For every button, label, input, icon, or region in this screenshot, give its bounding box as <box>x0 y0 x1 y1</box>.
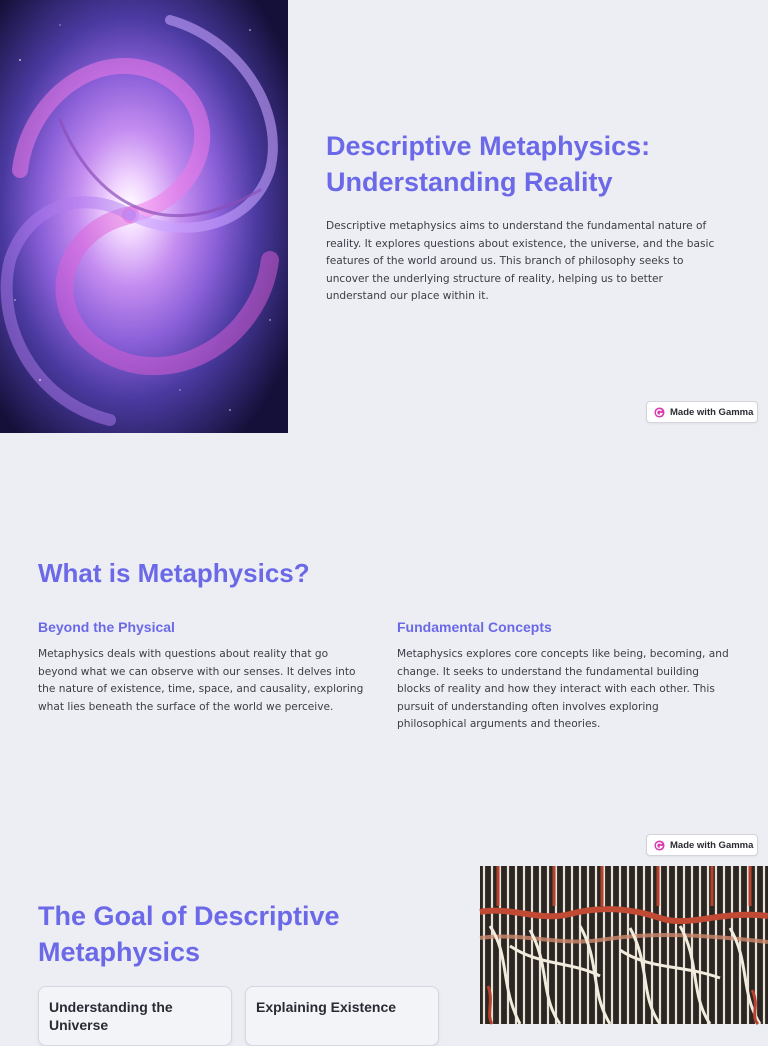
made-with-gamma-badge[interactable] <box>646 834 758 856</box>
column-body-beyond-physical: Metaphysics deals with questions about reality that go beyond what we can observe with our senses. It delves into the nature of existence, time, space, and causality, exploring what lies beneath the surface of the world we perceive. <box>38 648 364 713</box>
badge-label: Made with Gamma <box>670 406 754 418</box>
gamma-logo-icon <box>654 840 665 851</box>
section-title-what-is-metaphysics: What is Metaphysics? <box>38 558 310 588</box>
card-understanding-universe <box>38 986 232 1046</box>
column-body-fundamental-concepts: Metaphysics explores core concepts like being, becoming, and change. It seeks to understand the fundamental building blocks of reality and how they interact with each other. This pursuit of understanding often involves exploring philosophical arguments and theories. <box>397 648 729 731</box>
card-title: Understanding the Universe <box>49 999 173 1033</box>
made-with-gamma-badge[interactable] <box>646 401 758 423</box>
page-title: Descriptive Metaphysics: Understanding Reality <box>326 131 651 197</box>
slide-intro <box>0 0 768 433</box>
column-heading-fundamental-concepts: Fundamental Concepts <box>397 619 552 635</box>
gamma-logo-icon <box>654 407 665 418</box>
intro-paragraph: Descriptive metaphysics aims to understand the fundamental nature of reality. It explores questions about existence, the universe, and the basic features of the world around us. This branch of philosophy seeks to uncover the underlying structure of reality, helping us to better understand our place within it. <box>326 220 715 302</box>
section-title-goal: The Goal of Descriptive Metaphysics <box>38 901 340 967</box>
card-title: Explaining Existence <box>256 999 397 1015</box>
badge-label: Made with Gamma <box>670 839 754 851</box>
galaxy-image <box>0 0 288 433</box>
column-heading-beyond-physical: Beyond the Physical <box>38 619 175 635</box>
woven-threads-image <box>480 866 768 1024</box>
card-explaining-existence <box>245 986 439 1046</box>
